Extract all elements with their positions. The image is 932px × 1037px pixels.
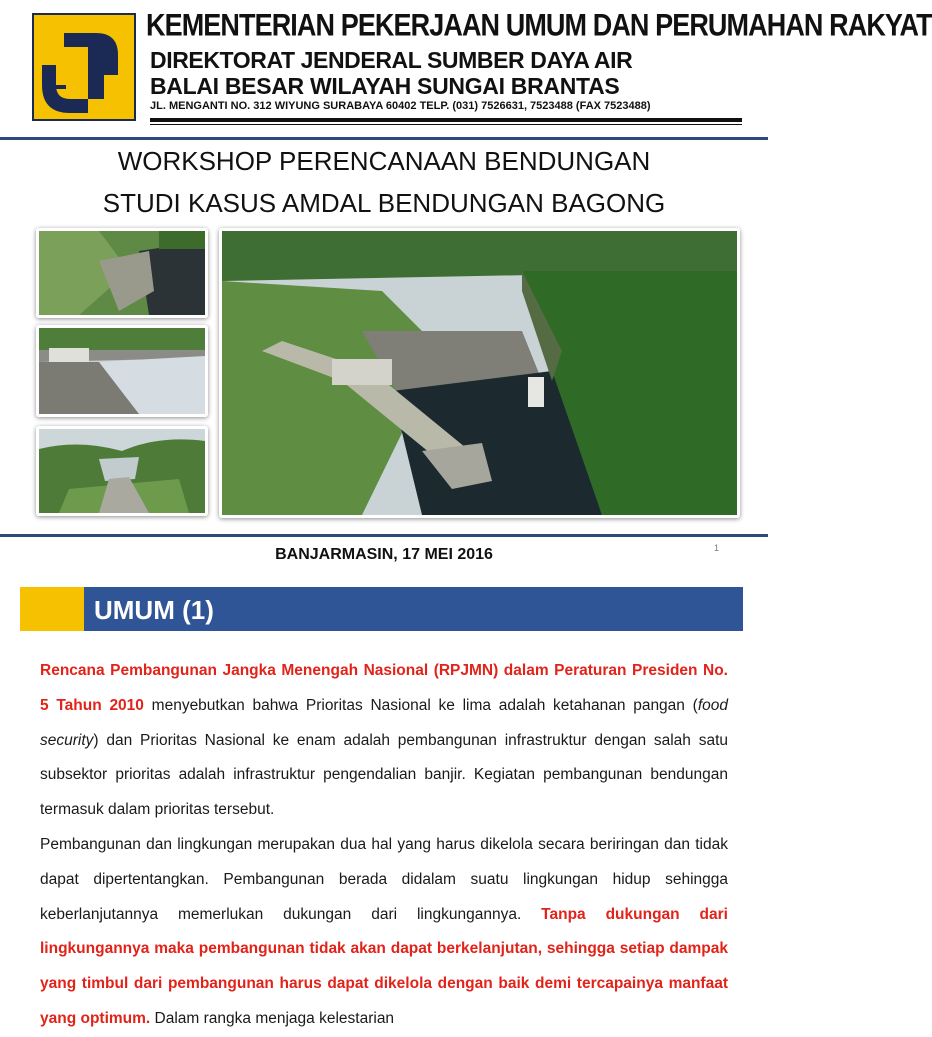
org-address: JL. MENGANTI NO. 312 WIYUNG SURABAYA 60402 TELP. (031) 7526631, 7523488 (FAX 7523488) — [150, 100, 651, 112]
section-title: UMUM (1) — [94, 595, 214, 625]
pupr-emblem-icon — [34, 15, 134, 119]
paragraph-1 — [40, 654, 728, 828]
rpjmn-highlight: Rencana Pembangunan Jangka Menengah Nasional (RPJMN) dalam Peraturan Presiden No. 5 Tahun 2010 — [40, 662, 728, 714]
header-rule-thin — [150, 124, 742, 125]
title-line-1: WORKSHOP PERENCANAAN BENDUNGAN — [117, 146, 651, 176]
event-date: BANJARMASIN, 17 MEI 2016 — [275, 546, 493, 563]
divider-top — [0, 137, 768, 140]
org-line-ministry: KEMENTERIAN PEKERJAAN UMUM DAN PERUMAHAN RAKYAT — [146, 8, 932, 43]
section-accent — [20, 587, 84, 631]
header-rule — [150, 118, 742, 122]
p2-highlight: Tanpa dukungan dari lingkungannya maka pembangunan tidak akan dapat berkelanjutan, sehingga setiap dampak yang timbul dari pembangunan harus dapat dikelola dengan baik demi tercapainya manfaat yang optimum. — [40, 905, 728, 1027]
p2-text-b: Dalam rangka menjaga kelestarian — [150, 1009, 395, 1027]
p2-text-a: Pembangunan dan lingkungan merupakan dua hal yang harus dikelola secara beriringan dan tidak dapat dipertentangkan. Pembangunan berada didalam suatu lingkungan hidup sehingga keberlanjutannya memerlukan dukungan dari lingkungannya. — [40, 835, 728, 923]
org-line-balai: BALAI BESAR WILAYAH SUNGAI BRANTAS — [150, 73, 620, 99]
p1-text-b: ) dan Prioritas Nasional ke enam adalah pembangunan infrastruktur dengan salah satu subsektor prioritas adalah infrastruktur pengendalian banjir. Kegiatan pembangunan bendungan termasuk dalam prioritas tersebut. — [40, 731, 728, 819]
title-line-2: STUDI KASUS AMDAL BENDUNGAN BAGONG — [102, 188, 666, 218]
dam-photo-thumbnail-1 — [36, 228, 208, 318]
paragraph-2 — [40, 828, 728, 1037]
p1-italic-term: food security — [40, 696, 728, 749]
org-line-directorate: DIREKTORAT JENDERAL SUMBER DAYA AIR — [150, 47, 633, 73]
body-text — [40, 654, 728, 1037]
ministry-logo — [32, 13, 136, 121]
p1-text-a: menyebutkan bahwa Prioritas Nasional ke lima adalah ketahanan pangan ( — [143, 696, 698, 714]
dam-photo-thumbnail-2 — [36, 325, 208, 417]
divider-bottom — [0, 534, 768, 537]
dam-photo-thumbnail-3 — [36, 426, 208, 516]
page-number: 1 — [714, 543, 720, 553]
dam-photo-main — [219, 228, 740, 518]
